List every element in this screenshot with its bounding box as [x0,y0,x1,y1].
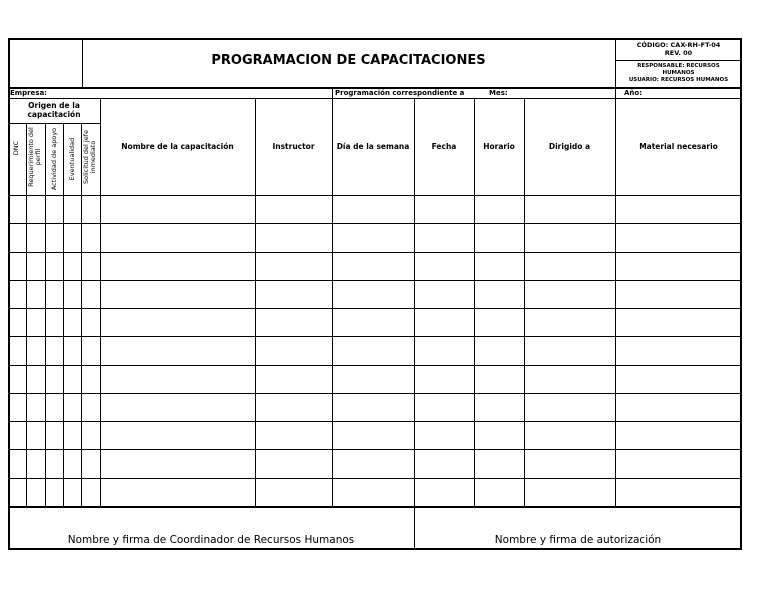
col-actividad-apoyo-text: Actividad de apoyo [50,127,58,191]
form-code: CÓDIGO: CAX-RH-FT-04 [636,41,721,49]
col-req-perfil-2: perfil [34,148,42,166]
empresa-label: Empresa: [10,89,47,97]
col-solicitud-2: inmediato [89,140,97,174]
table-row [8,308,742,309]
col-fecha: Fecha [431,142,457,151]
mes-label: Mes: [489,89,508,97]
table-row [8,393,742,394]
table-row [8,449,742,450]
table-row [8,252,742,253]
form-usuario: USUARIO: RECURSOS HUMANOS [628,77,729,83]
form-responsable-1: RESPONSABLE: RECURSOS [637,63,720,69]
col-line-10 [524,98,525,507]
col-dirigido: Dirigido a [548,142,591,151]
table-row [8,421,742,422]
info-row-bottom [8,98,742,99]
col-req-perfil [28,124,42,190]
col-solicitud [83,124,97,190]
col-eventualidad-text: Eventualidad [68,137,76,181]
signature-coordinador: Nombre y firma de Coordinador de Recursos Humanos [67,534,355,546]
col-dnc-text: DNC [12,140,20,156]
col-line-6 [255,98,256,507]
col-actividad-apoyo [51,126,58,192]
table-row [8,280,742,281]
col-instructor: Instructor [272,142,315,151]
col-solicitud-1: Solicitud del jefe [82,129,90,185]
col-horario: Horario [483,142,515,151]
column-header-bottom [8,195,742,196]
col-line-11 [615,98,616,507]
code-divider [615,60,742,61]
anio-label: Año: [624,89,643,97]
form-sheet [8,38,742,550]
origen-label-1: Origen de la [28,101,80,110]
form-responsable-2: HUMANOS [662,70,695,76]
col-line-5 [100,98,101,507]
col-req-perfil-1: Requerimiento del [27,127,35,187]
programacion-label: Programación correspondiente a [335,89,465,97]
col-eventualidad [69,133,76,185]
table-row [8,336,742,337]
col-dia: Día de la semana [336,142,410,151]
outer-border [8,38,742,550]
col-dnc [13,128,20,168]
table-row [8,223,742,224]
signature-autorizacion: Nombre y firma de autorización [494,534,662,546]
col-line-8 [414,98,415,550]
origen-label-2: capacitación [27,110,81,119]
col-nombre: Nombre de la capacitación [121,142,234,151]
col-line-7 [332,98,333,507]
form-title: PROGRAMACION DE CAPACITACIONES [211,53,486,68]
table-row [8,365,742,366]
col-material: Material necesario [639,142,718,151]
table-row [8,478,742,479]
footer-top-line [8,506,742,508]
form-rev: REV. 00 [664,49,693,57]
col-line-9 [474,98,475,507]
